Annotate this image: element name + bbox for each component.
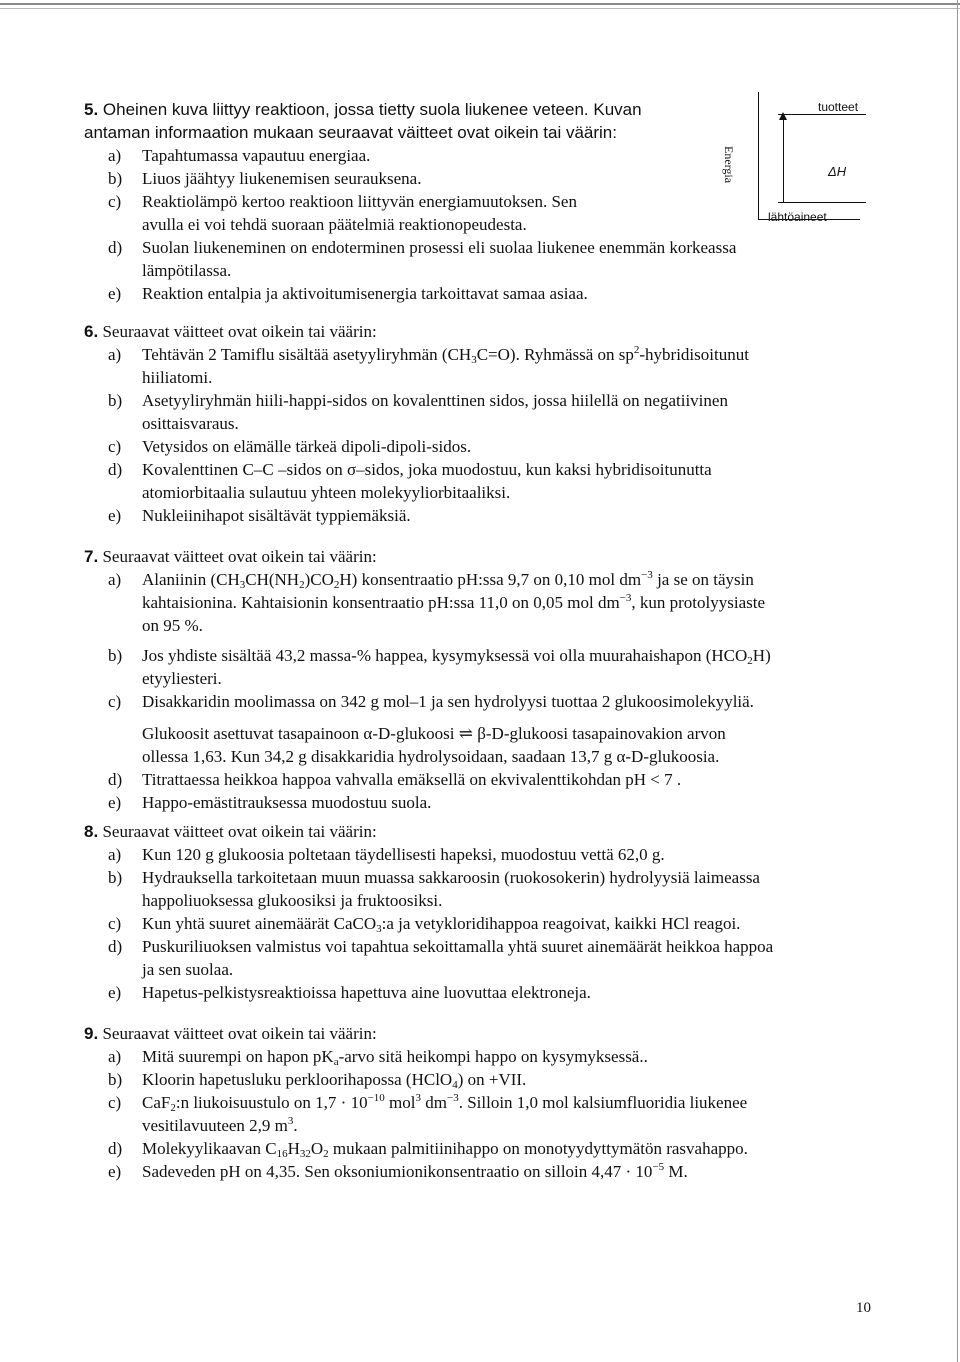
statement-b-cont: happoliuoksessa glukoosiksi ja fruktoosiksi. xyxy=(142,891,443,910)
statement-c-cont: vesitilavuuteen 2,9 $m^3$. xyxy=(142,1115,298,1135)
statement-d-cont: ja sen suolaa. xyxy=(142,960,234,979)
right-border xyxy=(957,0,958,1362)
question-intro: Seuraavat väitteet ovat oikein tai väärin: xyxy=(102,822,377,841)
question-9 xyxy=(84,1022,864,1183)
statement-b-cont: osittaisvaraus. xyxy=(142,414,239,433)
statement-e: e) Reaktion entalpia ja aktivoitumisenergia tarkoittavat samaa asiaa. xyxy=(108,284,588,303)
statement-b: b) Asetyyliryhmän hiili-happi-sidos on kovalenttinen sidos, jossa hiilellä on negatiivinen xyxy=(108,391,728,410)
question-8 xyxy=(84,820,864,1004)
statement-a-cont2: on 95 %. xyxy=(142,616,203,635)
question-intro: Seuraavat väitteet ovat oikein tai väärin: xyxy=(102,322,377,341)
reactants-label: lähtöaineet xyxy=(768,210,827,224)
top-border-thin xyxy=(0,8,960,9)
question-number: 7. xyxy=(84,547,99,566)
statement-c: c) Disakkaridin moolimassa on 342 g mol–1 ja sen hydrolyysi tuottaa 2 glukoosimolekyyliä. xyxy=(108,692,754,711)
question-intro-cont: antaman informaation mukaan seuraavat väitteet ovat oikein tai väärin: xyxy=(84,123,617,142)
statement-a-cont: kahtaisionina. Kahtaisionin konsentraatio pH:ssa 11,0 on 0,05 mol $dm^{-3}$, kun protolyysiaste xyxy=(142,592,766,612)
statement-c-cont2: ollessa 1,63. Kun 34,2 g disakkaridia hydrolysoidaan, saadaan 13,7 g α-D-glukoosia. xyxy=(142,747,720,766)
statement-c-cont: avulla ei voi tehdä suoraan päätelmiä reaktionopeudesta. xyxy=(142,215,527,234)
statement-e: e) Hapetus-pelkistysreaktioissa hapettuva aine luovuttaa elektroneja. xyxy=(108,983,591,1002)
statement-d-cont: lämpötilassa. xyxy=(142,261,232,280)
question-6 xyxy=(84,320,864,527)
delta-h-label: ΔH xyxy=(828,164,847,179)
statement-d: d) Kovalenttinen C–C –sidos on σ–sidos, joka muodostuu, kun kaksi hybridisoitunutta xyxy=(108,460,712,479)
energy-axis-label: Energia xyxy=(722,146,736,184)
question-intro: Oheinen kuva liittyy reaktioon, jossa tietty suola liukenee veteen. Kuvan xyxy=(102,100,642,119)
statement-c: c) Vetysidos on elämälle tärkeä dipoli-dipoli-sidos. xyxy=(108,437,472,456)
statement-b: b) Kloorin hapetusluku perkloorihapossa (HClO$_4$) on +VII. xyxy=(108,1070,527,1091)
statement-c: c) CaF$_2$:n liukoisuustulo on $1,7 \cdot 10^{-10}$ mol$^3$ $dm^{-3}$. Silloin 1,0 mol kalsiumfluoridia liukenee xyxy=(108,1092,748,1114)
statement-c: c) Reaktiolämpö kertoo reaktioon liittyvän energiamuutoksen. Sen xyxy=(108,192,577,211)
statement-d: d) Suolan liukeneminen on endoterminen prosessi eli suolaa liukenee enemmän korkeassa xyxy=(108,238,737,257)
statement-e: e) Happo-emästitrauksessa muodostuu suola. xyxy=(108,793,432,812)
question-5 xyxy=(84,98,864,305)
statement-b: b) Jos yhdiste sisältää 43,2 massa-% happea, kysymyksessä voi olla muurahaishapon $(HCO_2H)$ xyxy=(108,646,771,667)
statement-e: e) Nukleiinihapot sisältävät typpiemäksiä. xyxy=(108,506,411,525)
question-number: 5. xyxy=(84,100,99,119)
products-label: tuotteet xyxy=(818,100,859,114)
question-number: 9. xyxy=(84,1024,99,1043)
statement-a: a) Tehtävän 2 Tamiflu sisältää asetyyliryhmän $(CH_3C=O)$. Ryhmässä on $sp^2$-hybridisoitunut xyxy=(108,344,749,366)
statement-c: c) Kun yhtä suuret ainemäärät CaCO$_3$:a ja vetykloridihappoa reagoivat, kaikki HCl reagoi. xyxy=(108,914,741,935)
question-number: 8. xyxy=(84,822,99,841)
top-border xyxy=(0,3,960,5)
statement-d: d) Titrattaessa heikkoa happoa vahvalla emäksellä on ekvivalenttikohdan pH < 7 . xyxy=(108,770,682,789)
statement-b: b) Hydrauksella tarkoitetaan muun muassa sakkaroosin (ruokosokerin) hydrolyysiä laimeassa xyxy=(108,868,760,887)
statement-d-cont: atomiorbitaalia sulautuu yhteen molekyyliorbitaaliksi. xyxy=(142,483,511,502)
statement-c-cont: Glukoosit asettuvat tasapainoon α-D-glukoosi ⇌ β-D-glukoosi tasapainovakion arvon xyxy=(142,724,726,743)
question-number: 6. xyxy=(84,322,99,341)
statement-a: a) Mitä suurempi on hapon $pK_a$-arvo sitä heikompi happo on kysymyksessä.. xyxy=(108,1047,648,1068)
statement-d: d) Molekyylikaavan $C_{16}H_{32}O_2$ mukaan palmitiinihappo on monotyydyttymätön rasvahappo. xyxy=(108,1139,748,1160)
statement-b: b) Liuos jäähtyy liukenemisen seurauksena. xyxy=(108,169,422,188)
statement-a: a) Alaniinin $(CH_3CH(NH_2)CO_2H)$ konsentraatio pH:ssa 9,7 on 0,10 mol $dm^{-3}$ ja se on täysin xyxy=(108,569,754,591)
statement-e: e) Sadeveden pH on 4,35. Sen oksoniumionikonsentraatio on silloin $4,47 \cdot 10^{-5}$ M. xyxy=(108,1161,688,1181)
statement-d: d) Puskuriliuoksen valmistus voi tapahtua sekoittamalla yhtä suuret ainemäärät heikkoa happoa xyxy=(108,937,774,956)
statement-a-cont: hiiliatomi. xyxy=(142,368,213,387)
statement-b-cont: etyyliesteri. xyxy=(142,669,222,688)
page-number: 10 xyxy=(856,1300,871,1316)
statement-a: a) Kun 120 g glukoosia poltetaan täydellisesti hapeksi, muodostuu vettä 62,0 g. xyxy=(108,845,665,864)
question-intro: Seuraavat väitteet ovat oikein tai väärin: xyxy=(102,1024,377,1043)
statement-a: a) Tapahtumassa vapautuu energiaa. xyxy=(108,146,371,165)
question-intro: Seuraavat väitteet ovat oikein tai väärin: xyxy=(102,547,377,566)
question-7 xyxy=(84,545,864,814)
